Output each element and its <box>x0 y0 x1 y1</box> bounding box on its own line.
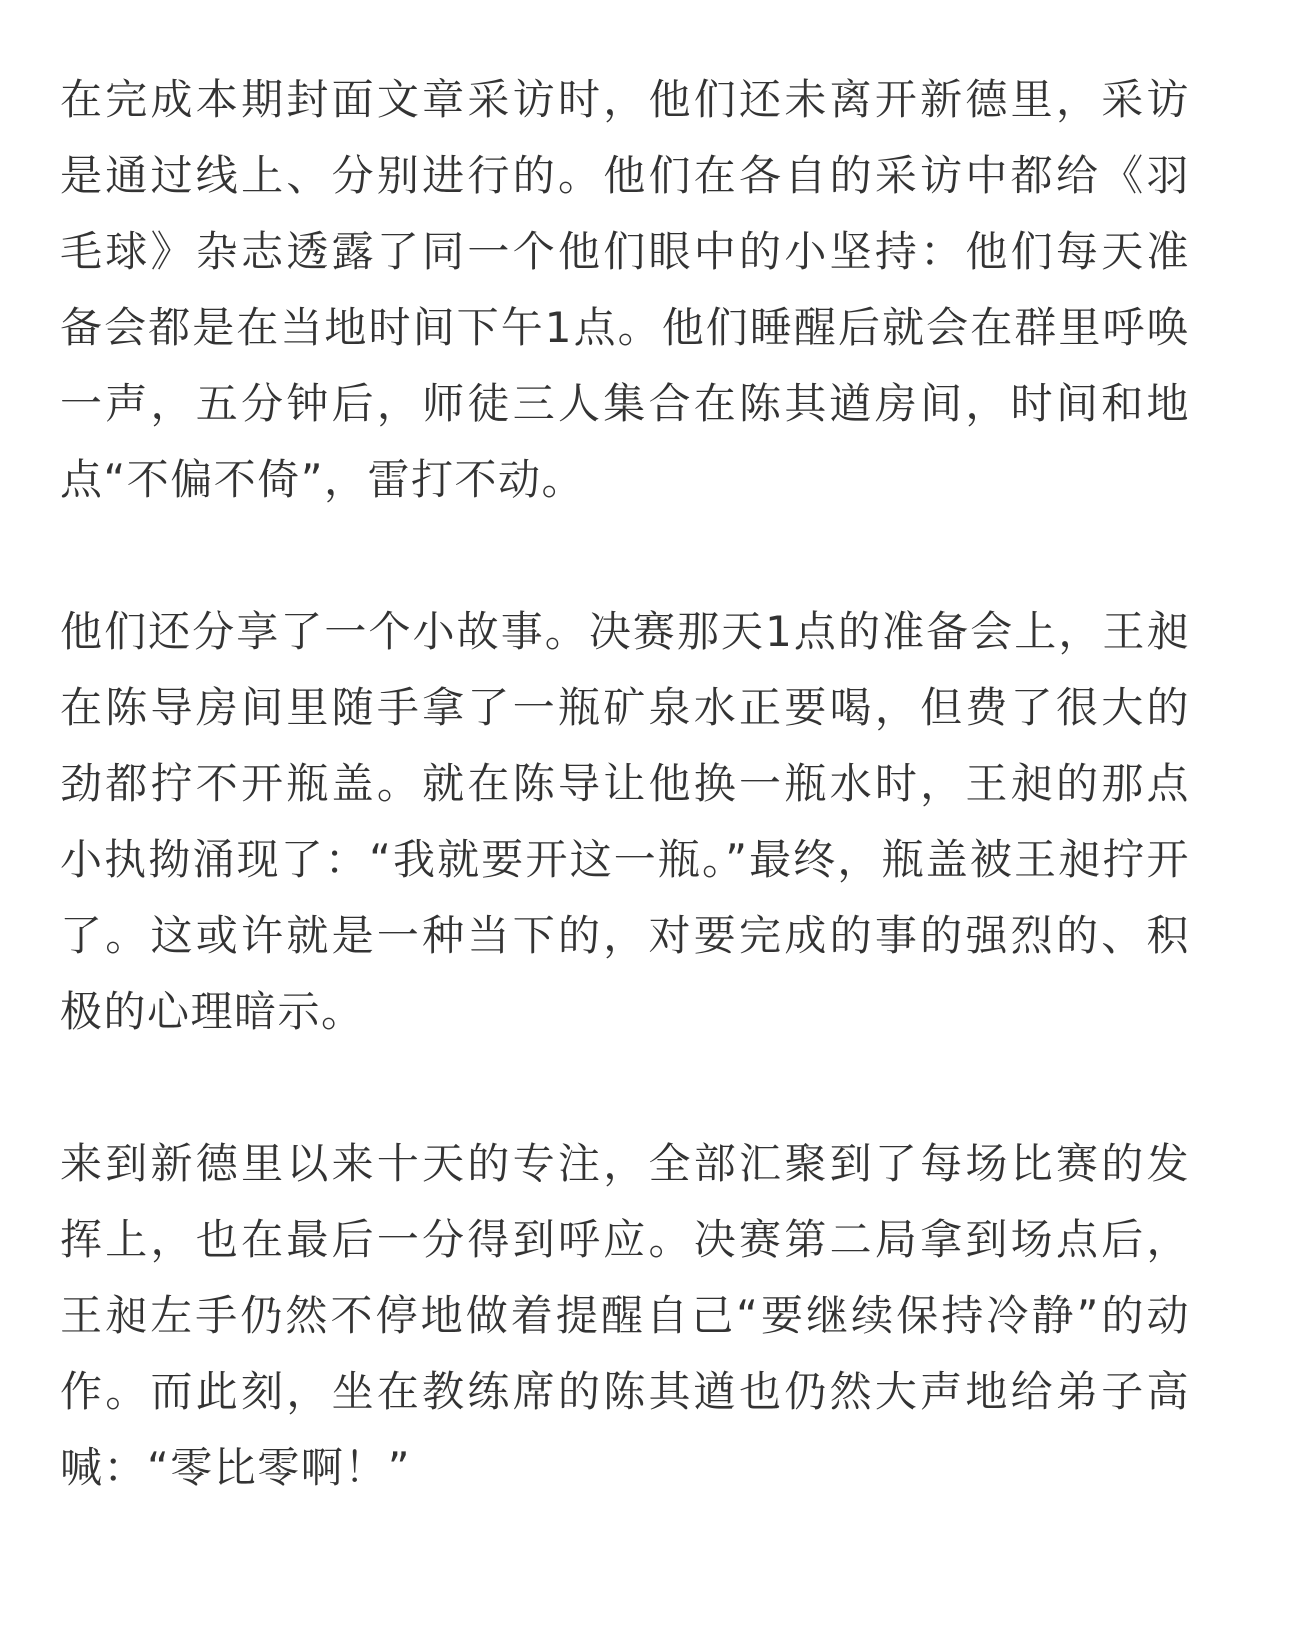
paragraph-bottle-story: 他们还分享了一个小故事。决赛那天1点的准备会上，王昶在陈导房间里随手拿了一瓶矿泉水正要喝，但费了很大的劲都拧不开瓶盖。就在陈导让他换一瓶水时，王昶的那点小执拗涌现了：“我就要开这一瓶。”最终，瓶盖被王昶拧开了。这或许就是一种当下的，对要完成的事的强烈的、积极的心理暗示。 <box>60 607 1190 1036</box>
article-body <box>60 62 1190 1506</box>
paragraph-final-point: 来到新德里以来十天的专注，全部汇聚到了每场比赛的发挥上，也在最后一分得到呼应。决赛第二局拿到场点后，王昶左手仍然不停地做着提醒自己“要继续保持冷静”的动作。而此刻，坐在教练席的陈其遒也仍然大声地给弟子高喊：“零比零啊！” <box>60 1139 1190 1492</box>
paragraph-interview: 在完成本期封面文章采访时，他们还未离开新德里，采访是通过线上、分别进行的。他们在各自的采访中都给《羽毛球》杂志透露了同一个他们眼中的小坚持：他们每天准备会都是在当地时间下午1点。他们睡醒后就会在群里呼唤一声，五分钟后，师徒三人集合在陈其遒房间，时间和地点“不偏不倚”，雷打不动。 <box>60 75 1190 504</box>
